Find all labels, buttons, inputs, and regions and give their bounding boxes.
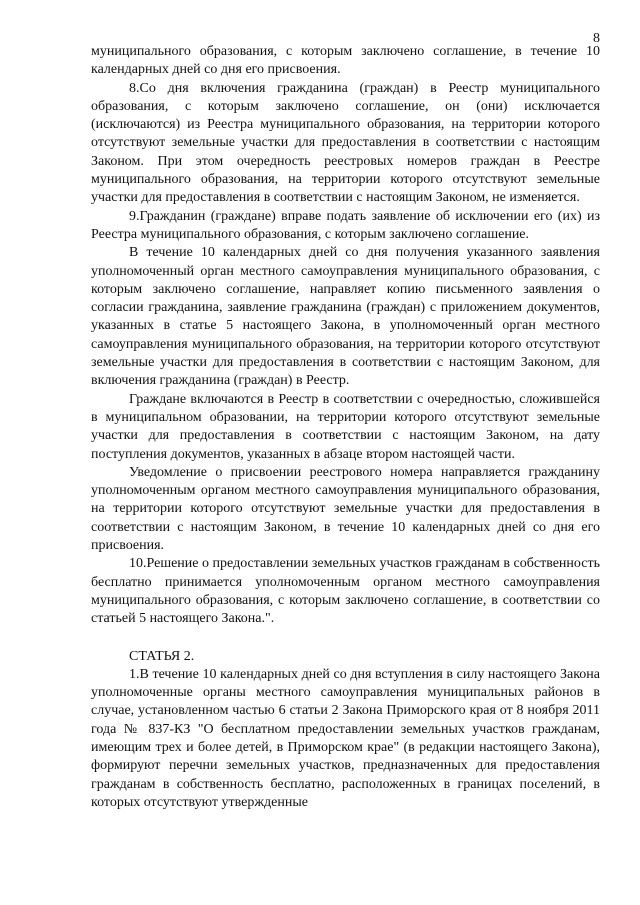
paragraph-item-8: 8.Со дня включения гражданина (граждан) в Реестр муниципального образования, с которым заключено соглашение, он (они) исключается (исключаются) из Реестра муниципального образования, на территории которого отсутствуют земельные участки для предоставления в соответствии с настоящим Законом. При этом очередность реестровых номеров граждан в Реестре муниципального образования, на территории которого отсутствуют земельные участки для предоставления в соответствии с настоящим Законом, не изменяется.	[91, 80, 600, 206]
paragraph-item-10: 10.Решение о предоставлении земельных участков гражданам в собственность бесплатно принимается уполномоченным органом местного самоуправления муниципального образования, с которым заключено соглашение, в соответствии со статьей 5 настоящего Закона.".	[91, 556, 600, 627]
article-2-item-1: 1.В течение 10 календарных дней со дня вступления в силу настоящего Закона уполномоченные органы местного самоуправления муниципальных районов в случае, установленном частью 6 статьи 2 Закона Приморского края от 8 ноября 2011 года № 837-КЗ "О бесплатном предоставлении земельных участков гражданам, имеющим трех и более детей, в Приморском крае" (в редакции настоящего Закона), формируют перечни земельных участков, предназначенных для предоставления гражданам в собственность бесплатно, расположенных в границах поселений, в которых отсутствуют утвержденные	[91, 666, 600, 810]
document-body	[91, 43, 600, 812]
paragraph-item-9-application: В течение 10 календарных дней со дня получения указанного заявления уполномоченный орган местного самоуправления муниципального образования, с которым заключено соглашение, направляет копию письменного заявления о согласии гражданина, заявление гражданина (граждан) с приложением документов, указанных в статье 5 настоящего Закона, в уполномоченный орган местного самоуправления муниципального образования, на территории которого отсутствуют земельные участки для предоставления в соответствии с настоящим Законом, для включения гражданина (граждан) в Реестр.	[91, 245, 600, 389]
paragraph-item-9: 9.Гражданин (граждане) вправе подать заявление об исключении его (их) из Реестра муниципального образования, с которым заключено соглашение.	[91, 208, 600, 242]
article-heading: СТАТЬЯ 2.	[129, 648, 195, 664]
paragraph-continuation: муниципального образования, с которым заключено соглашение, в течение 10 календарных дней со дня его присвоения.	[91, 44, 600, 78]
paragraph-item-9-queue: Граждане включаются в Реестр в соответствии с очередностью, сложившейся в муниципальном образовании, на территории которого отсутствуют земельные участки для предоставления в соответствии с настоящим Законом, на дату поступления документов, указанных в абзаце втором настоящей части.	[91, 391, 600, 462]
paragraph-item-9-notification: Уведомление о присвоении реестрового номера направляется гражданину уполномоченным органом местного самоуправления муниципального образования, на территории которого отсутствуют земельные участки для предоставления в соответствии с настоящим Законом, в течение 10 календарных дней со дня его присвоения.	[91, 464, 600, 554]
page-number: 8	[593, 31, 600, 46]
section-spacer	[91, 629, 600, 648]
